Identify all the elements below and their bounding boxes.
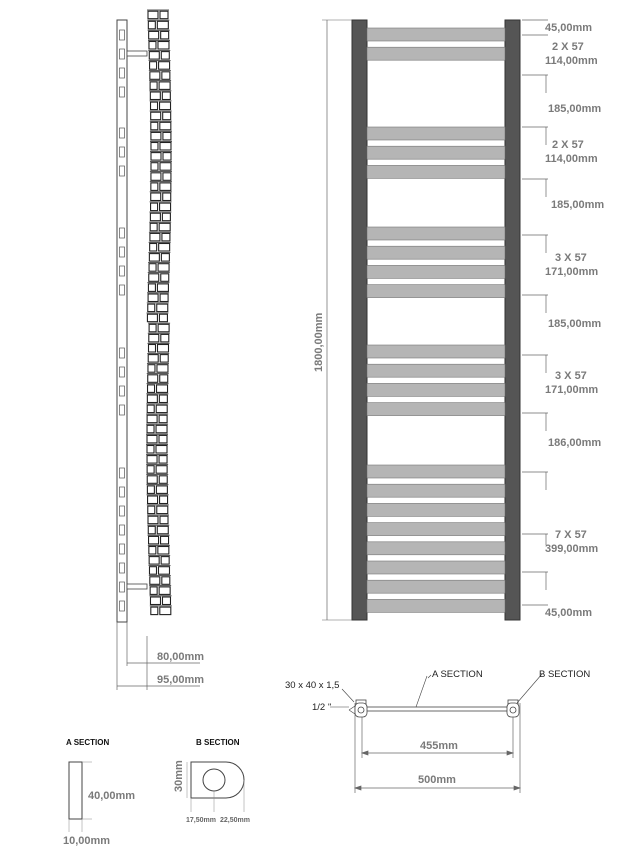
brick (150, 92, 160, 100)
brick (161, 334, 169, 342)
brick (149, 52, 159, 60)
brick (162, 233, 170, 241)
brick (151, 102, 158, 110)
a-section-width: 10,00mm (63, 835, 111, 847)
post-slot (120, 68, 125, 78)
brick (159, 62, 170, 69)
towel-bar (367, 561, 505, 574)
towel-bar (367, 227, 505, 240)
towel-bar (367, 364, 505, 377)
profile-label: 30 x 40 x 1,5 (285, 680, 340, 691)
brick (149, 264, 156, 272)
group-4-count: 3 X 57 (555, 370, 587, 382)
brick (151, 122, 158, 130)
towel-bar (367, 345, 505, 358)
top-view-rail (362, 707, 513, 711)
towel-bar (367, 503, 505, 516)
brick (149, 334, 159, 342)
post-slot (120, 563, 125, 573)
brick (159, 223, 170, 231)
dim-wall-to-post: 80,00mm (157, 651, 205, 663)
post-slot (120, 228, 125, 238)
top-margin-label: 45,00mm (545, 22, 593, 34)
a-section-detail (63, 738, 135, 847)
brick (156, 425, 167, 433)
post-slot (120, 128, 125, 138)
towel-bar (367, 28, 505, 41)
gap-3-label: 185,00mm (548, 318, 602, 330)
towel-bar (367, 285, 505, 298)
b-section-detail (173, 738, 250, 824)
brick (160, 183, 171, 191)
towel-bar (367, 542, 505, 555)
brick (157, 21, 168, 29)
post-slot (120, 30, 125, 40)
brick (148, 284, 155, 292)
brick (162, 72, 170, 80)
brick (159, 82, 170, 90)
brick (157, 506, 168, 513)
front-view (313, 20, 604, 620)
brick (148, 21, 155, 29)
brick (150, 577, 160, 585)
towel-bar (367, 465, 505, 478)
brick (148, 355, 158, 363)
towel-bar (367, 127, 505, 140)
brick (151, 112, 161, 120)
post-slot (120, 266, 125, 276)
brick (161, 254, 169, 262)
gap-2-label: 185,00mm (551, 199, 605, 211)
brick (163, 193, 171, 201)
gap-4-label: 186,00mm (548, 437, 602, 449)
a-section-callout: A SECTION (432, 669, 483, 680)
brick-wall (146, 10, 172, 615)
b-section-dim-right: 22,50mm (220, 817, 250, 824)
brick (147, 314, 157, 322)
a-section-profile (69, 762, 82, 819)
b-section-bore (203, 769, 225, 791)
post-slot (120, 544, 125, 554)
brick (161, 557, 169, 565)
brick (160, 122, 171, 130)
brick (147, 435, 157, 443)
brick (147, 415, 157, 423)
brick (159, 587, 170, 595)
towel-bar (367, 484, 505, 497)
brick (151, 183, 158, 191)
right-post (505, 20, 520, 620)
brick (156, 446, 167, 454)
brick (160, 163, 171, 171)
group-1-total: 114,00mm (545, 55, 598, 67)
towel-bar (367, 47, 505, 60)
brick (159, 244, 170, 252)
brick (151, 143, 158, 151)
pipe-label: 1/2 '' (312, 702, 332, 713)
top-view-left-valve (349, 700, 367, 717)
post-slot (120, 87, 125, 97)
post-slot (120, 468, 125, 478)
post-slot (120, 247, 125, 257)
brick (147, 446, 154, 454)
brick (159, 456, 167, 464)
group-4-total: 171,00mm (545, 384, 599, 396)
brick (149, 547, 156, 555)
post-slot (120, 506, 125, 516)
wall-brackets (127, 51, 147, 589)
post-slot (120, 166, 125, 176)
brick (151, 153, 161, 161)
group-3-count: 3 X 57 (555, 252, 587, 264)
brick (156, 466, 167, 474)
brick (163, 132, 171, 140)
brick (161, 274, 169, 282)
brick (148, 304, 155, 312)
brick (150, 82, 157, 90)
brick (157, 365, 168, 373)
brick (150, 587, 157, 595)
a-section-height: 40,00mm (88, 790, 136, 802)
dimension-ticks (522, 20, 548, 605)
brick (151, 173, 161, 181)
post-slot (120, 405, 125, 415)
post-slot (120, 348, 125, 358)
post-slot (120, 582, 125, 592)
brick (160, 102, 171, 110)
brick (147, 476, 157, 484)
towel-bar (367, 246, 505, 259)
b-section-title: B SECTION (196, 738, 240, 747)
brick (148, 294, 158, 302)
brick (151, 607, 158, 615)
gap-1-label: 185,00mm (548, 103, 602, 115)
brick (160, 143, 171, 151)
brick (157, 385, 168, 393)
post-slot (120, 285, 125, 295)
brick (159, 395, 167, 403)
brick (150, 72, 160, 80)
brick (163, 153, 171, 161)
brick (149, 254, 159, 262)
brick (160, 375, 168, 383)
brick (162, 577, 170, 585)
brick (150, 244, 157, 252)
towel-bar (367, 403, 505, 416)
brick (160, 496, 168, 504)
brick (160, 355, 168, 363)
post-slot (120, 386, 125, 396)
brick (151, 193, 161, 201)
brick (156, 486, 167, 494)
brick (160, 11, 168, 19)
brick (149, 557, 159, 565)
group-3-total: 171,00mm (545, 266, 599, 278)
bottom-margin-label: 45,00mm (545, 607, 593, 619)
brick (157, 526, 168, 534)
brick (162, 213, 170, 221)
brick (147, 395, 157, 403)
height-label: 1800,00mm (313, 312, 325, 372)
left-post (352, 20, 367, 620)
brick (158, 324, 169, 332)
brick (158, 42, 169, 50)
brick (157, 304, 168, 312)
brick (160, 516, 168, 524)
brick (147, 405, 154, 413)
brick (150, 62, 157, 69)
brick (161, 52, 169, 60)
side-view (117, 10, 204, 690)
post-slot (120, 147, 125, 157)
brick (150, 223, 157, 231)
brick (149, 274, 159, 282)
towel-bar (367, 165, 505, 178)
b-section-callout: B SECTION (539, 669, 591, 680)
brick (147, 456, 157, 464)
brick (151, 203, 158, 211)
brick (150, 233, 160, 241)
post-slot (120, 601, 125, 611)
brick (148, 516, 158, 524)
group-2-count: 2 X 57 (552, 139, 584, 151)
a-section-title: A SECTION (66, 738, 110, 747)
brick (161, 536, 169, 544)
brick (156, 405, 167, 413)
brick (147, 486, 154, 494)
brick (148, 11, 158, 19)
brick (148, 365, 155, 373)
brick (148, 375, 158, 383)
group-5-total: 399,00mm (545, 543, 599, 555)
group-1-count: 2 X 57 (552, 41, 584, 53)
brick (160, 607, 171, 615)
brick (158, 547, 169, 555)
brick (159, 314, 167, 322)
brick (148, 385, 155, 393)
brick (160, 294, 168, 302)
brick (149, 567, 156, 575)
post-slot (120, 367, 125, 377)
brick (150, 213, 160, 221)
post-slot (120, 49, 125, 59)
brick (151, 163, 158, 171)
b-section-height: 30mm (173, 760, 185, 792)
towel-bars (367, 28, 505, 612)
brick (148, 506, 155, 513)
brick (147, 425, 154, 433)
outer-width-label: 500mm (418, 774, 456, 786)
dim-total-depth: 95,00mm (157, 674, 205, 686)
towel-bar (367, 146, 505, 159)
brick (149, 324, 156, 332)
brick (147, 466, 154, 474)
brick (158, 264, 169, 272)
brick (149, 31, 159, 39)
brick (158, 567, 169, 575)
post-slot (120, 525, 125, 535)
towel-bar (367, 265, 505, 278)
brick (151, 132, 161, 140)
towel-bar (367, 599, 505, 612)
brick (159, 415, 167, 423)
brick (157, 284, 168, 292)
group-2-total: 114,00mm (545, 153, 598, 165)
brick (162, 92, 170, 100)
brick (149, 536, 159, 544)
brick (150, 597, 160, 605)
group-5-count: 7 X 57 (555, 529, 587, 541)
brick (159, 435, 167, 443)
brick (162, 597, 170, 605)
brick (157, 345, 168, 353)
brick (149, 42, 156, 50)
post-slot (120, 487, 125, 497)
inner-width-label: 455mm (420, 740, 458, 752)
brick (148, 496, 158, 504)
brick (148, 345, 155, 353)
brick (163, 173, 171, 181)
brick (148, 526, 155, 534)
towel-bar (367, 383, 505, 396)
brick (159, 476, 167, 484)
brick (160, 203, 171, 211)
brick (161, 31, 169, 39)
brick (163, 112, 171, 120)
top-view (285, 669, 590, 793)
towel-bar (367, 580, 505, 593)
towel-bar (367, 523, 505, 536)
b-section-dim-left: 17,50mm (186, 817, 216, 824)
